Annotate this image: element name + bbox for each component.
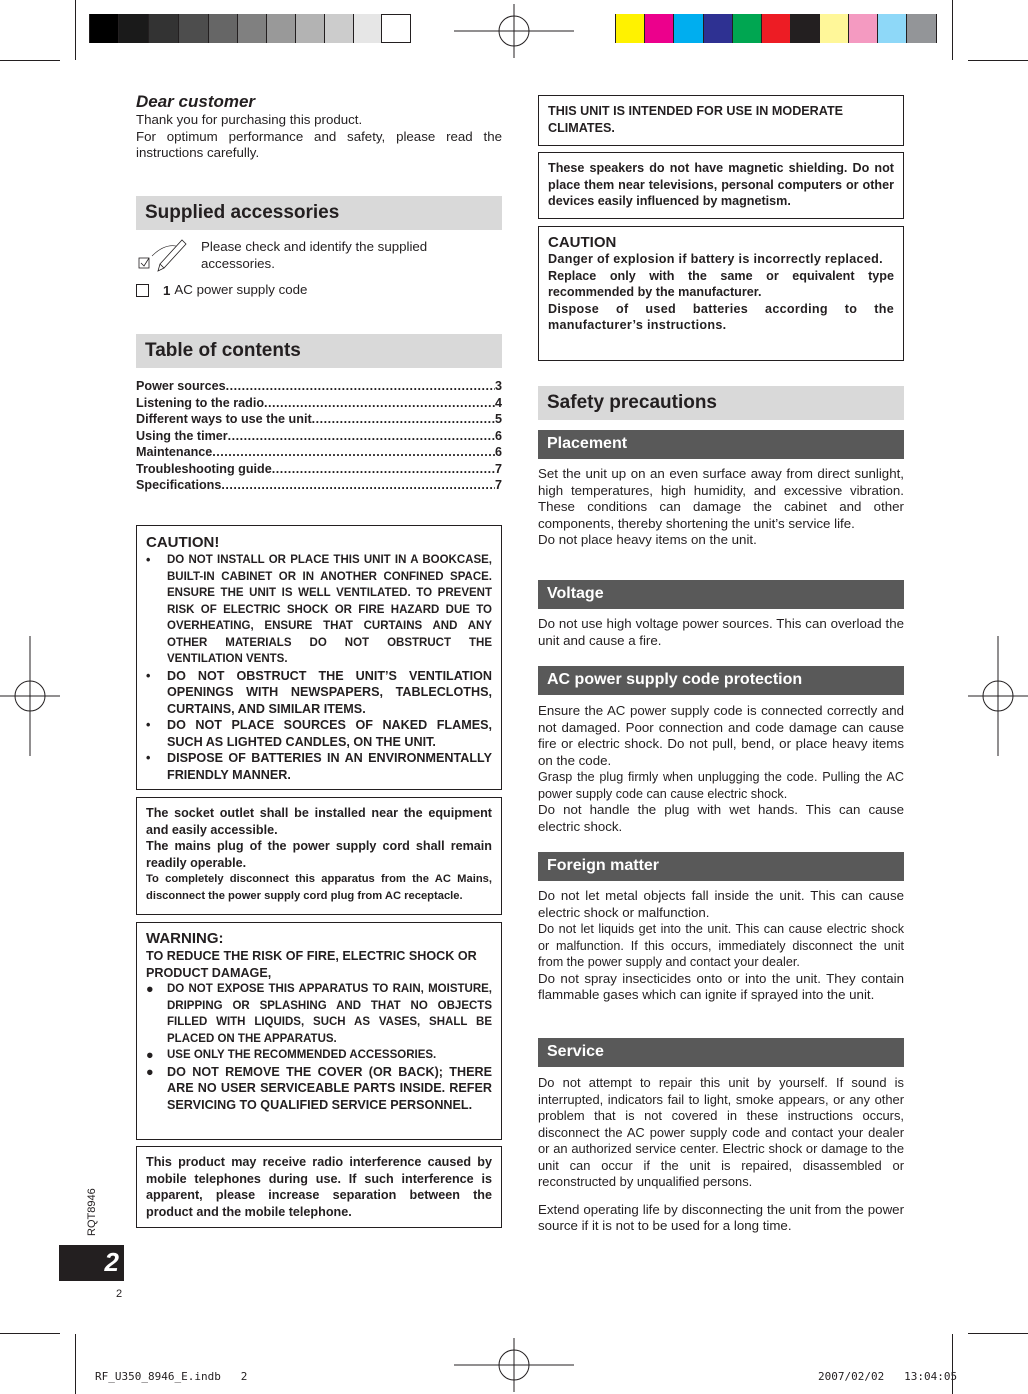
socket-box — [136, 797, 502, 915]
service-text: Do not attempt to repair this unit by yourself. If sound is interrupted, indicators fail to light, smoke appears, or any other problem that is not covered in these instructions occurs, disconnect the AC power supply code and contact your dealer or an authorized service center. Electric shock or damage to the unit can occur if the unit is repaired, disassembled or reconstructed by unqualified persons. Extend operating life by disconnecting the unit from the power source if it is not to be used for a long time. — [538, 1075, 904, 1233]
socket-text-1: The socket outlet shall be installed near the equipment and easily accessible. — [146, 806, 492, 837]
footer-file: RF_U350_8946_E.indb 2 — [95, 1370, 248, 1383]
color-swatch — [791, 14, 820, 43]
gray-swatch — [325, 14, 354, 43]
accessory-checkbox[interactable] — [136, 284, 149, 297]
service-heading: Service — [538, 1038, 904, 1067]
toc-list — [136, 378, 502, 494]
color-swatch — [762, 14, 791, 43]
page-number: 2 — [116, 1288, 123, 1300]
toc-entry[interactable]: Different ways to use the unit ..... 5 — [136, 411, 502, 428]
supplied-accessories-heading: Supplied accessories — [136, 196, 502, 230]
color-swatch — [733, 14, 762, 43]
placement-text: Set the unit up on an even surface away from direct sunlight, high temperatures, high humidity, and excessive vibration. These conditions can damage the cabinet and other components, thereby shortening the unit’s service life. Do not place heavy items on the unit. — [538, 466, 904, 547]
foreign-matter-heading: Foreign matter — [538, 852, 904, 881]
battery-caution-2: Replace only with the same or equivalent type recommended by the manufacturer. — [548, 268, 894, 299]
warning-lead: TO REDUCE THE RISK OF FIRE, ELECTRIC SHOCK OR PRODUCT DAMAGE, — [146, 949, 477, 980]
gray-swatch — [382, 14, 411, 43]
accessory-item — [136, 282, 307, 299]
gray-swatch — [238, 14, 267, 43]
page-tab-number: 2 — [104, 1247, 119, 1277]
color-swatch — [878, 14, 907, 43]
ac-protection-heading: AC power supply code protection — [538, 666, 904, 695]
registration-mark-left — [0, 636, 60, 756]
intro — [136, 91, 502, 162]
toc-entry[interactable]: Using the timer ..... 6 — [136, 428, 502, 445]
gray-swatch — [267, 14, 296, 43]
supplied-note: Please check and identify the supplied accessories. — [201, 239, 428, 271]
intro-title: Dear customer — [136, 92, 256, 111]
caution-item: • DO NOT PLACE SOURCES OF NAKED FLAMES, SUCH AS LIGHTED CANDLES, ON THE UNIT. — [146, 718, 492, 749]
checklist-pen-icon — [138, 236, 190, 274]
voltage-text: Do not use high voltage power sources. This can overload the unit and cause a fire. — [538, 616, 904, 648]
registration-mark-right — [968, 636, 1028, 756]
registration-mark-top — [454, 4, 574, 58]
warning-box — [136, 922, 502, 1140]
warning-item: ● DO NOT EXPOSE THIS APPARATUS TO RAIN, MOISTURE, DRIPPING OR SPLASHING AND THAT NO OBJECTS FILLED WITH LIQUIDS, SUCH AS VASES, SHALL BE PLACED ON THE APPARATUS. — [146, 982, 492, 1045]
warning-title: WARNING: — [146, 930, 224, 947]
gray-swatch — [179, 14, 209, 43]
battery-caution-1: Danger of explosion if battery is incorrectly replaced. — [548, 252, 883, 266]
interference-text: This product may receive radio interference caused by mobile telephones during use. If such interference is apparent, please increase separation between the product and the mobile telephone. — [146, 1155, 492, 1219]
caution-item: • DO NOT OBSTRUCT THE UNIT’S VENTILATION OPENINGS WITH NEWSPAPERS, TABLECLOTHS, CURTAINS, AND SIMILAR ITEMS. — [146, 668, 492, 716]
climate-box — [538, 95, 904, 146]
registration-mark-bottom — [454, 1338, 574, 1392]
socket-text-2: The mains plug of the power supply cord shall remain readily operable. — [146, 839, 492, 870]
battery-caution-title: CAUTION — [548, 234, 617, 251]
interference-box — [136, 1146, 502, 1228]
color-swatch — [849, 14, 878, 43]
caution-item: • DO NOT INSTALL OR PLACE THIS UNIT IN A BOOKCASE, BUILT-IN CABINET OR IN ANOTHER CONFINED SPACE. ENSURE THE UNIT IS WELL VENTILATED. TO PREVENT RISK OF ELECTRIC SHOCK OR FIRE HAZARD DUE TO OVERHEATING, ENSURE THAT CURTAINS AND ANY OTHER MATERIALS DO NOT OBSTRUCT THE VENTILATION VENTS. — [146, 553, 492, 665]
accessory-qty: 1 — [163, 282, 171, 298]
speaker-text: These speakers do not have magnetic shielding. Do not place them near televisions, personal computers or other devices easily influenced by magnetism. — [548, 161, 894, 208]
speaker-box — [538, 152, 904, 219]
toc-entry[interactable]: Listening to the radio ..... 4 — [136, 395, 502, 412]
color-swatch — [645, 14, 674, 43]
socket-text-3: To completely disconnect this apparatus from the AC Mains, disconnect the power supply cord plug from AC receptacle. — [146, 873, 492, 902]
gray-swatch — [89, 14, 119, 43]
color-swatch — [615, 14, 645, 43]
caution-box — [136, 525, 502, 790]
color-swatch — [704, 14, 733, 43]
page-tab — [59, 1245, 124, 1281]
color-swatch — [674, 14, 704, 43]
warning-item: ● USE ONLY THE RECOMMENDED ACCESSORIES. — [146, 1048, 437, 1062]
toc-entry[interactable]: Power sources ..... 3 — [136, 378, 502, 395]
toc-entry[interactable]: Specifications ..... 7 — [136, 477, 502, 494]
footer-date: 2007/02/02 13:04:05 — [818, 1370, 958, 1383]
caution-title: CAUTION! — [146, 534, 220, 551]
intro-thanks: Thank you for purchasing this product. — [136, 112, 363, 127]
gray-swatch — [209, 14, 238, 43]
gray-swatch — [119, 14, 149, 43]
safety-heading: Safety precautions — [538, 386, 904, 420]
climate-text: THIS UNIT IS INTENDED FOR USE IN MODERATE CLIMATES. — [548, 104, 844, 135]
caution-item: • DISPOSE OF BATTERIES IN AN ENVIRONMENTALLY FRIENDLY MANNER. — [146, 751, 492, 782]
gray-swatch — [354, 14, 382, 43]
voltage-heading: Voltage — [538, 580, 904, 609]
placement-heading: Placement — [538, 430, 904, 459]
battery-caution-3: Dispose of used batteries according to the manufacturer’s instructions. — [548, 301, 894, 332]
ac-protection-text: Ensure the AC power supply code is connected correctly and not damaged. Poor connection and code damage can cause fire or electric shock. Do not pull, bend, or place heavy items on the code. Grasp the plug firmly when unplugging the code. Pulling the AC power supply code can cause electric shock. Do not handle the plug with wet hands. This can cause electric shock. — [538, 703, 904, 834]
toc-entry[interactable]: Maintenance ..... 6 — [136, 444, 502, 461]
intro-instructions: For optimum performance and safety, please read the instructions carefully. — [136, 128, 502, 160]
gray-swatch — [296, 14, 325, 43]
foreign-matter-text: Do not let metal objects fall inside the unit. This can cause electric shock or malfunction. Do not let liquids get into the unit. This can cause electric shock or malfunction. If this occurs, immediately disconnect the unit from the power supply and contact your dealer. Do not spray insecticides onto or into the unit. They contain flammable gases which can ignite if sprayed into the unit. — [538, 888, 904, 1002]
battery-caution-box — [538, 226, 904, 361]
doc-code: RQT8946 — [86, 1188, 98, 1236]
accessory-name: AC power supply code — [174, 282, 308, 297]
gray-swatch — [149, 14, 179, 43]
toc-entry[interactable]: Troubleshooting guide ..... 7 — [136, 461, 502, 478]
color-swatch — [907, 14, 937, 43]
toc-heading: Table of contents — [136, 334, 502, 368]
color-swatch — [820, 14, 849, 43]
warning-item: ● DO NOT REMOVE THE COVER (OR BACK); THERE ARE NO USER SERVICEABLE PARTS INSIDE. REFER SERVICING TO QUALIFIED SERVICE PERSONNEL. — [146, 1064, 492, 1112]
